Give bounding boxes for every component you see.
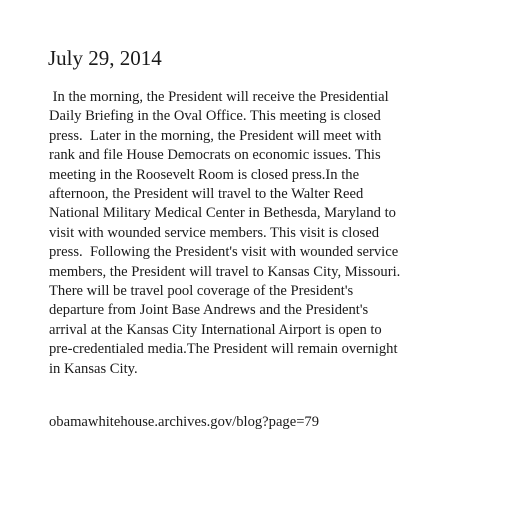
- source-url: obamawhitehouse.archives.gov/blog?page=79: [49, 414, 320, 430]
- body-line: rank and file House Democrats on economic issues. This: [49, 147, 381, 164]
- body-line: There will be travel pool coverage of the President's: [49, 283, 354, 300]
- body-line: members, the President will travel to Kansas City, Missouri.: [49, 263, 401, 280]
- body-line: National Military Medical Center in Bethesda, Maryland to: [49, 205, 396, 222]
- body-line: Daily Briefing in the Oval Office. This meeting is closed: [49, 108, 381, 125]
- body-line: afternoon, the President will travel to the Walter Reed: [49, 186, 364, 203]
- body-line: In the morning, the President will receive the Presidential: [49, 89, 389, 105]
- article-date: July 29, 2014: [48, 46, 162, 70]
- article-body: [49, 88, 429, 379]
- body-line: pre-credentialed media.The President will remain overnight: [49, 341, 398, 358]
- body-line: visit with wounded service members. This visit is closed: [49, 224, 380, 241]
- body-line: departure from Joint Base Andrews and the President's: [49, 302, 369, 319]
- body-line: press. Later in the morning, the President will meet with: [49, 127, 382, 144]
- body-line: meeting in the Roosevelt Room is closed press.In the: [49, 166, 360, 183]
- body-line: press. Following the President's visit with wounded service: [49, 244, 399, 261]
- body-line: arrival at the Kansas City International Airport is open to: [49, 321, 382, 338]
- body-line: in Kansas City.: [49, 360, 138, 377]
